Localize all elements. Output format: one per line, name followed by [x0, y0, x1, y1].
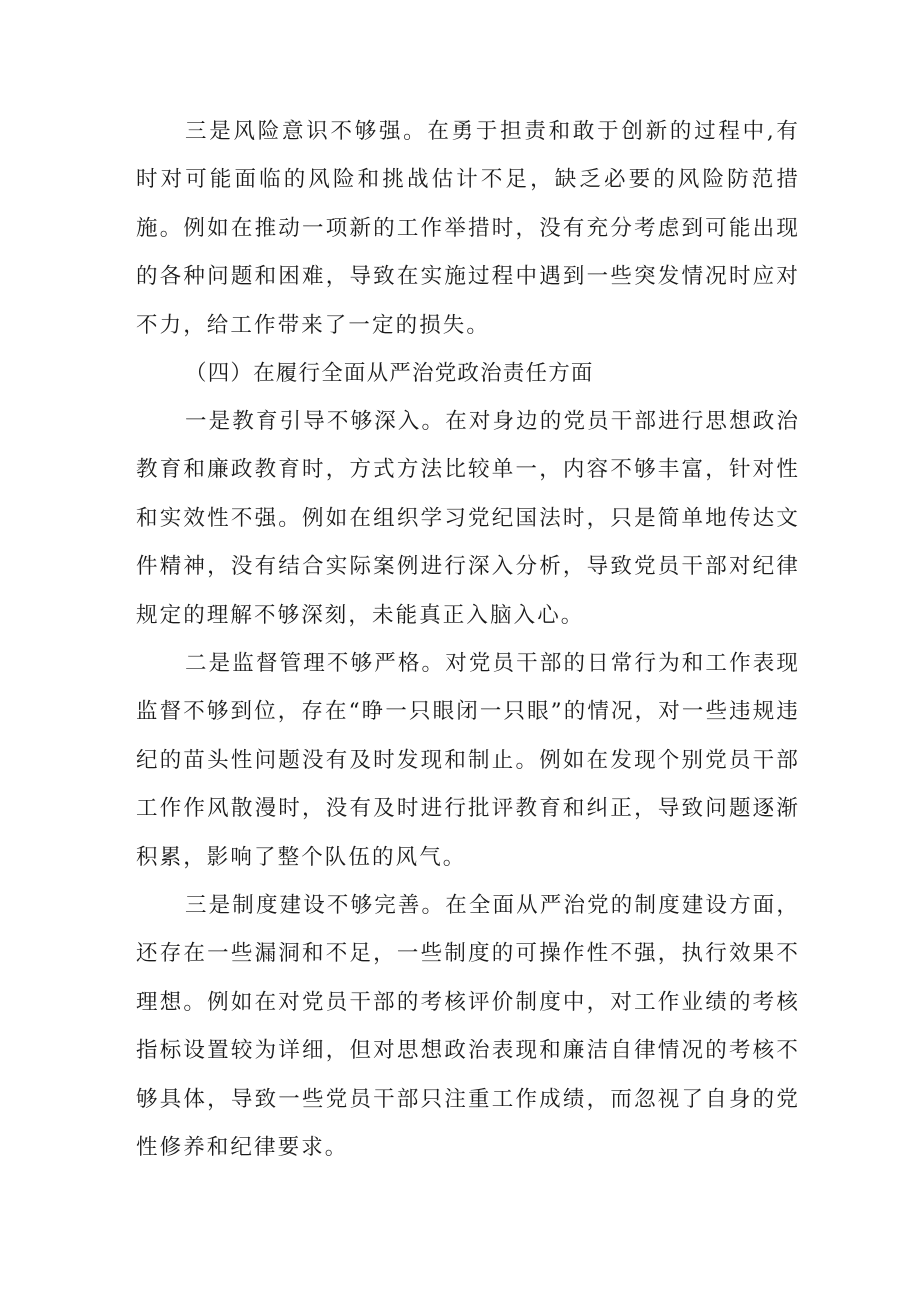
paragraph-education-guidance: 一是教育引导不够深入。在对身边的党员干部进行思想政治教育和廉政教育时，方式方法比较单一，内容不够丰富，针对性和实效性不强。例如在组织学习党纪国法时，只是简单地传达文件精神，没有结合实际案例进行深入分析，导致党员干部对纪律规定的理解不够深刻，未能真正入脑入心。	[136, 409, 800, 628]
section-heading: （四）在履行全面从严治党政治责任方面	[185, 361, 594, 386]
paragraph-supervision-management: 二是监督管理不够严格。对党员干部的日常行为和工作表现监督不够到位，存在“睁一只眼闭一只眼”的情况，对一些违规违纪的苗头性问题没有及时发现和制止。例如在发现个别党员干部工作作风散漫时，没有及时进行批评教育和纠正，导致问题逐渐积累，影响了整个队伍的风气。	[136, 651, 800, 870]
paragraph-system-building: 三是制度建设不够完善。在全面从严治党的制度建设方面，还存在一些漏洞和不足，一些制度的可操作性不强，执行效果不理想。例如在对党员干部的考核评价制度中，对工作业绩的考核指标设置较为详细，但对思想政治表现和廉洁自律情况的考核不够具体，导致一些党员干部只注重工作成绩，而忽视了自身的党性修养和纪律要求。	[136, 893, 800, 1161]
paragraph-risk-awareness: 三是风险意识不够强。在勇于担责和敢于创新的过程中,有时对可能面临的风险和挑战估计不足，缺乏必要的风险防范措施。例如在推动一项新的工作举措时，没有充分考虑到可能出现的各种问题和困难，导致在实施过程中遇到一些突发情况时应对不力，给工作带来了一定的损失。	[136, 119, 800, 338]
